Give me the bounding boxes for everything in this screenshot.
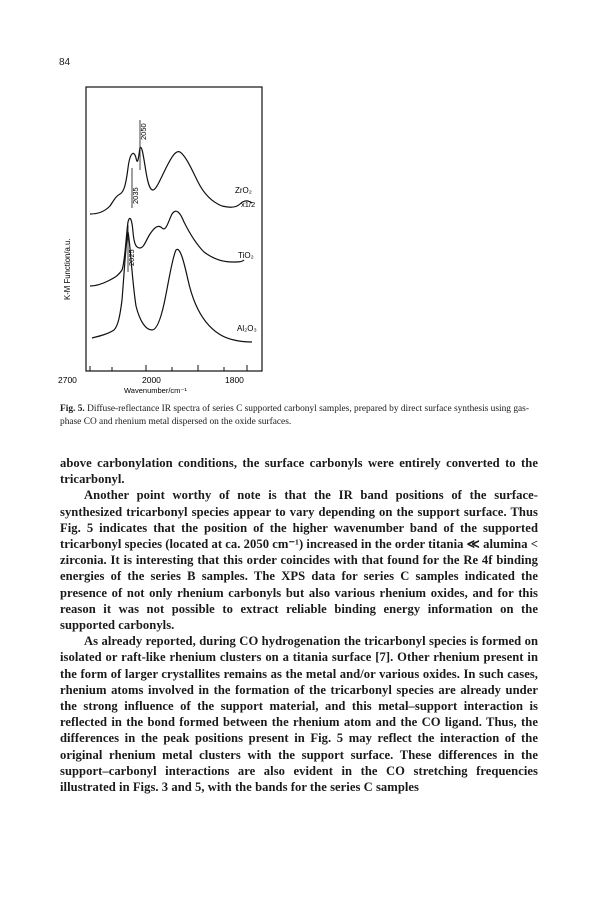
x-tick-1800: 1800	[225, 375, 244, 385]
x-axis-label: Wavenumber/cm⁻¹	[124, 386, 187, 395]
figure-caption	[60, 403, 538, 428]
x-tick-2700: 2700	[58, 375, 77, 385]
zro2-trace-label: ZrO₂	[235, 186, 252, 195]
y-axis-label: K-M Function/a.u.	[63, 238, 72, 300]
paragraph: As already reported, during CO hydrogenation the tricarbonyl species is formed on isolated or raft-like rhenium clusters on a titania surface [7]. Other rhenium present in the form of larger crystallites remains as the metal and/or various oxides. In such cases, rhenium atoms involved in the formation of the tricarbonyl species are already under the strong influence of the support material, and this metal–support interaction is reflected in the bond formed between the rhenium atom and the CO ligand. Thus, the differences in the peak positions present in Fig. 5 may reflect the interaction of the original rhenium metal clusters with the support surface. These differences in the support–carbonyl interactions are also evident in the CO stretching frequencies illustrated in Figs. 3 and 5, with the bands for the series C samples	[60, 634, 538, 795]
tio2-spectrum-trace	[90, 211, 244, 286]
zro2-spectrum-trace	[90, 147, 252, 214]
paragraph: above carbonylation conditions, the surface carbonyls were entirely converted to the tricarbonyl.	[60, 456, 538, 487]
x-axis-ticks	[90, 365, 247, 371]
al2o3-spectrum-trace	[92, 232, 252, 342]
caption-label: Fig. 5.	[60, 404, 85, 414]
body-text	[60, 455, 538, 795]
x-tick-2000: 2000	[142, 375, 161, 385]
caption-text: Diffuse-reflectance IR spectra of series C supported carbonyl samples, prepared by direct surface synthesis using gas-phase CO and rhenium metal dispersed on the oxide surfaces.	[60, 404, 529, 427]
tio2-trace-label: TiO₂	[238, 251, 254, 260]
plot-frame	[86, 87, 262, 371]
ir-spectra-figure	[0, 0, 595, 400]
page-number: 84	[59, 57, 71, 68]
al2o3-trace-label: Al₂O₃	[237, 324, 257, 333]
peak-label-2050: 2050	[139, 123, 148, 140]
peak-label-2025: 2025	[127, 249, 136, 266]
peak-label-2035: 2035	[131, 187, 140, 204]
paragraph: Another point worthy of note is that the IR band positions of the surface-synthesized tricarbonyl species appear to vary depending on the support surface. Thus Fig. 5 indicates that the position of the higher wavenumber band of the supported tricarbonyl species (located at ca. 2050 cm⁻¹) increased in the order titania ≪ alumina < zirconia. It is interesting that this order coincides with that found for the Re 4f binding energies of the series B samples. The XPS data for series C samples indicated the presence of not only rhenium carbonyls but also various rhenium oxides, and for this reason it was not possible to extract reliable binding energy information on the supported carbonyls.	[60, 488, 538, 633]
scale-factor-label: x1/2	[241, 200, 256, 209]
